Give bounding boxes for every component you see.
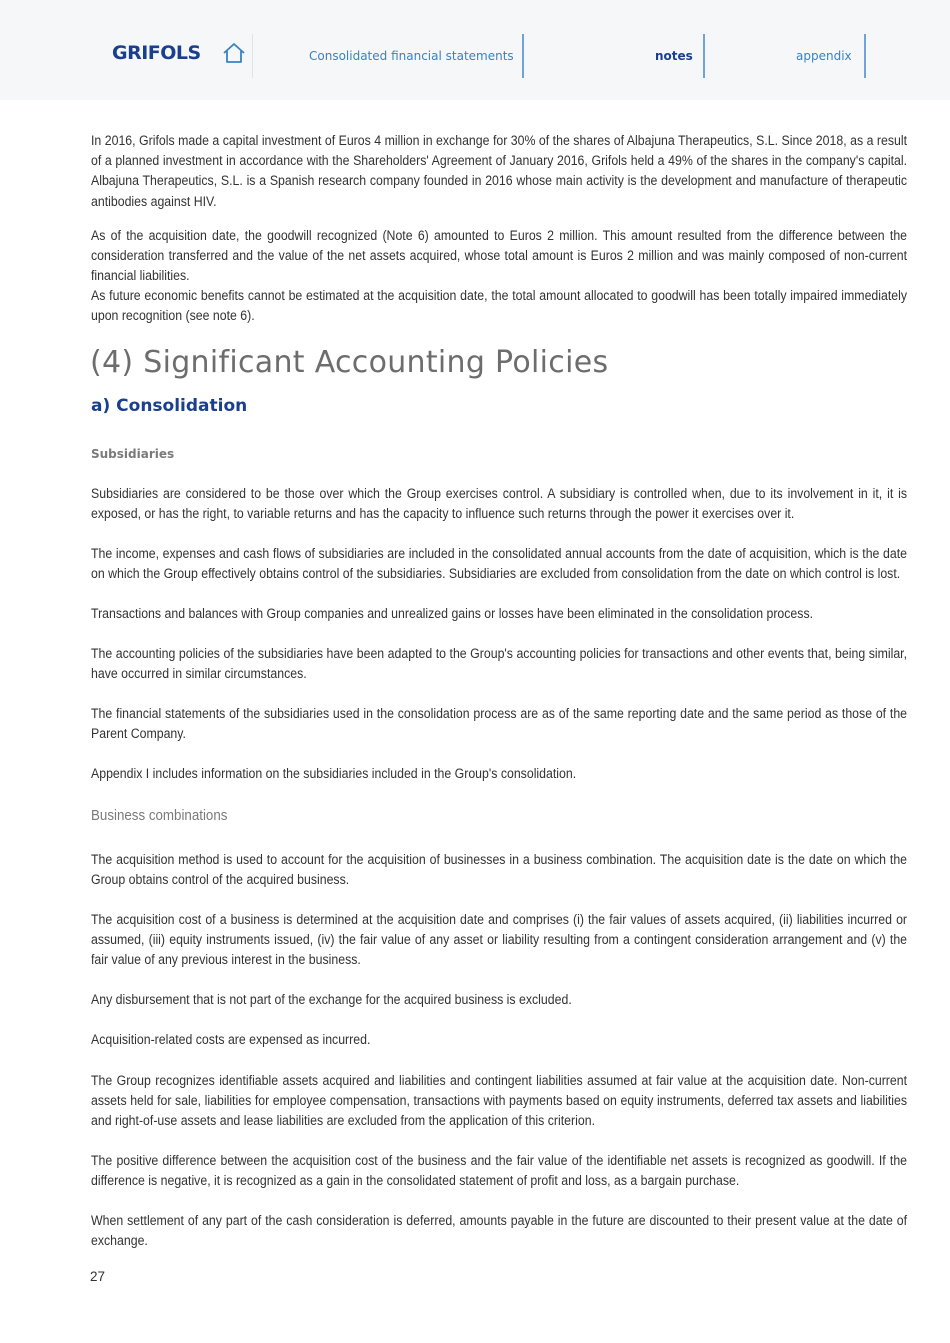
intro-paragraph-2: As of the acquisition date, the goodwill recognized (Note 6) amounted to Euros 2 million. This amount resulted from the difference between the consideration transferred and the value of the net assets acquired, whose total amount is Euros 2 million and was mainly composed of non-current financial liabilities. bbox=[91, 228, 908, 284]
business-paragraph-6: The positive difference between the acquisition cost of the business and the fair value of the identifiable net assets is recognized as goodwill. If the difference is negative, it is recognized as a gain in the consolidated statement of profit and loss, as a bargain purchase. bbox=[91, 1153, 908, 1189]
subsidiaries-heading: Subsidiaries bbox=[91, 447, 175, 461]
nav-notes[interactable]: notes bbox=[655, 49, 693, 63]
business-combinations-heading: Business combinations bbox=[91, 808, 228, 824]
subsidiaries-paragraph-5: The financial statements of the subsidiaries used in the consolidation process are as of the same reporting date and the same period as those of the Parent Company. bbox=[91, 706, 908, 742]
business-paragraph-7: When settlement of any part of the cash consideration is deferred, amounts payable in the future are discounted to their present value at the date of exchange. bbox=[91, 1213, 908, 1249]
business-paragraph bbox=[91, 1030, 907, 1050]
grifols-logo[interactable]: GRIFOLS bbox=[112, 42, 201, 64]
subsidiaries-paragraph-4: The accounting policies of the subsidiaries have been adapted to the Group's accounting policies for transactions and other events that, being similar, have occurred in similar circumstances. bbox=[91, 646, 908, 682]
subsidiaries-paragraph bbox=[91, 604, 907, 624]
subsidiaries-paragraph-3: Transactions and balances with Group companies and unrealized gains or losses have been eliminated in the consolidation process. bbox=[91, 606, 814, 621]
business-paragraph bbox=[91, 1211, 907, 1251]
subsidiaries-paragraph bbox=[91, 544, 907, 584]
business-paragraph bbox=[91, 850, 907, 890]
business-paragraph-5: The Group recognizes identifiable assets acquired and liabilities and contingent liabilities assumed at fair value at the acquisition date. Non-current assets held for sale, liabilities for employee compensation, transactions with payments based on equity instruments, deferred tax assets and liabilities and right-of-use assets and lease liabilities are excluded from the application of this criterion. bbox=[91, 1073, 908, 1129]
page-number: 27 bbox=[90, 1269, 106, 1284]
divider bbox=[703, 34, 705, 78]
subsidiaries-paragraph bbox=[91, 484, 907, 524]
subsidiaries-paragraph bbox=[91, 644, 907, 684]
subsidiaries-paragraph bbox=[91, 704, 907, 744]
intro-paragraph bbox=[91, 226, 907, 287]
business-paragraph-1: The acquisition method is used to account for the acquisition of businesses in a business combination. The acquisition date is the date on which the Group obtains control of the acquired business. bbox=[91, 852, 908, 888]
intro-paragraph bbox=[91, 286, 907, 326]
business-paragraph bbox=[91, 990, 907, 1010]
divider bbox=[864, 34, 866, 78]
business-paragraph bbox=[91, 910, 907, 971]
divider bbox=[522, 34, 524, 78]
section-subtitle: a) Consolidation bbox=[91, 396, 248, 416]
business-paragraph bbox=[91, 1151, 907, 1191]
subsidiaries-paragraph-6: Appendix I includes information on the subsidiaries included in the Group's consolidation. bbox=[91, 766, 577, 781]
business-paragraph-3: Any disbursement that is not part of the exchange for the acquired business is excluded. bbox=[91, 992, 572, 1007]
intro-paragraph-1: In 2016, Grifols made a capital investment of Euros 4 million in exchange for 30% of the shares of Albajuna Therapeutics, S.L. Since 2018, as a result of a planned investment in accordance with the Shareholders' Agreement of January 2016, Grifols held a 49% of the shares in the company's capital. Albajuna Therapeutics, S.L. is a Spanish research company founded in 2016 whose main activity is the development and manufacture of therapeutic antibodies against HIV. bbox=[91, 133, 908, 209]
section-title: (4) Significant Accounting Policies bbox=[90, 345, 609, 380]
subsidiaries-paragraph-2: The income, expenses and cash flows of subsidiaries are included in the consolidated annual accounts from the date of acquisition, which is the date on which the Group effectively obtains control of the subsidiaries. Subsidiaries are excluded from consolidation from the date on which control is lost. bbox=[91, 546, 908, 582]
page-header bbox=[0, 0, 950, 100]
subsidiaries-paragraph bbox=[91, 764, 907, 784]
home-icon[interactable] bbox=[222, 42, 246, 64]
intro-paragraph-3: As future economic benefits cannot be estimated at the acquisition date, the total amount allocated to goodwill has been totally impaired immediately upon recognition (see note 6). bbox=[91, 288, 908, 324]
subsidiaries-paragraph-1: Subsidiaries are considered to be those over which the Group exercises control. A subsidiary is controlled when, due to its involvement in it, it is exposed, or has the right, to variable returns and has the capacity to influence such returns through the power it exercises over it. bbox=[91, 486, 908, 522]
intro-paragraph bbox=[91, 131, 907, 212]
business-paragraph-4: Acquisition-related costs are expensed as incurred. bbox=[91, 1032, 371, 1047]
business-paragraph bbox=[91, 1071, 907, 1132]
divider bbox=[252, 34, 253, 78]
nav-appendix[interactable]: appendix bbox=[796, 49, 852, 63]
nav-consolidated-statements[interactable]: Consolidated financial statements bbox=[309, 49, 514, 63]
business-paragraph-2: The acquisition cost of a business is determined at the acquisition date and comprises (i) the fair values of assets acquired, (ii) liabilities incurred or assumed, (iii) equity instruments issued, (iv) the fair value of any asset or liability resulting from a contingent consideration arrangement and (v) the fair value of any previous interest in the business. bbox=[91, 912, 908, 968]
